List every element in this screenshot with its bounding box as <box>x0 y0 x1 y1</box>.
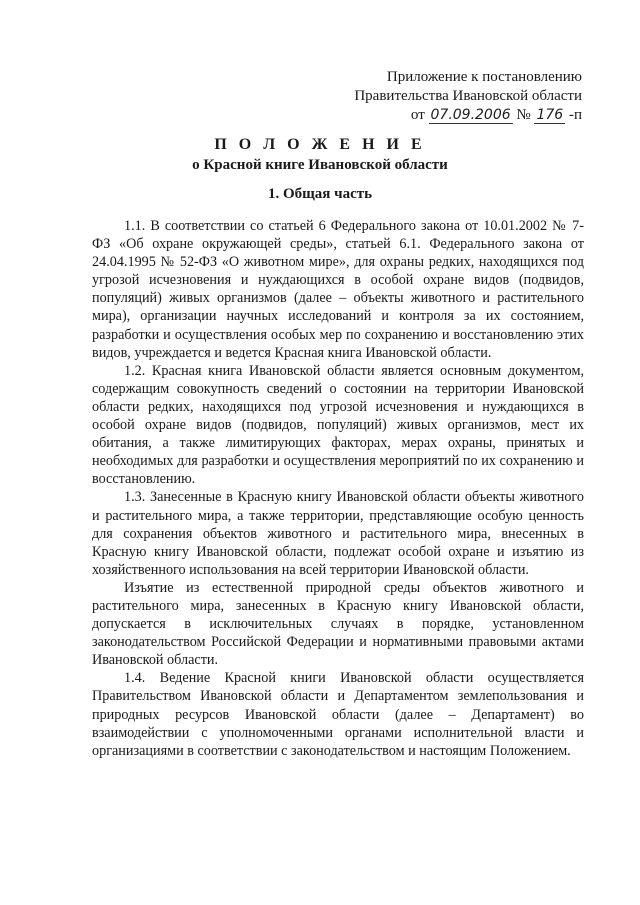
appendix-line-1: Приложение к постановлению <box>386 69 582 85</box>
paragraph-withdrawal: Изъятие из естественной природной среды объектов животного и растительного мира, занесенных в Красную книгу Ивановской области, допускается в исключительных случаях в порядке, установленном законодательством Российской Федерации и нормативными правовыми актами Ивановской области. <box>92 579 584 669</box>
document-subtitle: о Красной книге Ивановской области <box>192 157 448 173</box>
number-suffix: -п <box>568 107 582 123</box>
number-sign: № <box>516 107 531 123</box>
title-block <box>0 135 640 175</box>
section-heading: 1. Общая часть <box>267 186 373 202</box>
paragraph-1-2: 1.2. Красная книга Ивановской области является основным документом, содержащим совокупность сведений о состоянии на территории Ивановской области редких, находящихся под угрозой исчезновения и нуждающихся в особой охране видов (подвидов, популяций) живых организмов, мест их обитания, а также лимитирующих факторах, мерах охраны, принятых и необходимых для разработки и осуществления мероприятий по их сохранению и восстановлению. <box>92 362 584 488</box>
document-title: П О Л О Ж Е Н И Е <box>214 136 426 153</box>
date-prefix: от <box>410 107 425 123</box>
appendix-header <box>354 68 582 125</box>
appendix-line-3 <box>354 106 582 125</box>
body-text <box>92 217 584 760</box>
handwritten-date: 07.09.2006 <box>430 107 511 123</box>
appendix-line-2: Правительства Ивановской области <box>354 88 582 104</box>
paragraph-1-3: 1.3. Занесенные в Красную книгу Ивановской области объекты животного и растительного мира, а также территории, представляющие особую ценность для сохранения объектов животного и растительного мира, внесенных в Красную книгу Ивановской области, подлежат особой охране и изъятию из хозяйственного использования на всей территории Ивановской области. <box>92 489 584 578</box>
paragraph-1-1: 1.1. В соответствии со статьей 6 Федерального закона от 10.01.2002 № 7-ФЗ «Об охране окружающей среды», статьей 6.1. Федерального закона от 24.04.1995 № 52-ФЗ «О животном мире», для охраны редких, находящихся под угрозой исчезновения и нуждающихся в особой охране видов (подвидов, популяций) живых организмов (далее – объекты животного и растительного мира), организации научных исследований и контроля за их состоянием, разработки и осуществления особых мер по сохранению и восстановлению этих видов, учреждается и ведется Красная книга Ивановской области. <box>92 218 584 361</box>
paragraph-1-4: 1.4. Ведение Красной книги Ивановской области осуществляется Правительством Ивановской области и Департаментом землепользования и природных ресурсов Ивановской области (далее – Департамент) во взаимодействии с уполномоченными органами исполнительной власти и организациями в соответствии с законодательством и настоящим Положением. <box>92 670 584 759</box>
handwritten-number: 176 <box>536 107 564 123</box>
